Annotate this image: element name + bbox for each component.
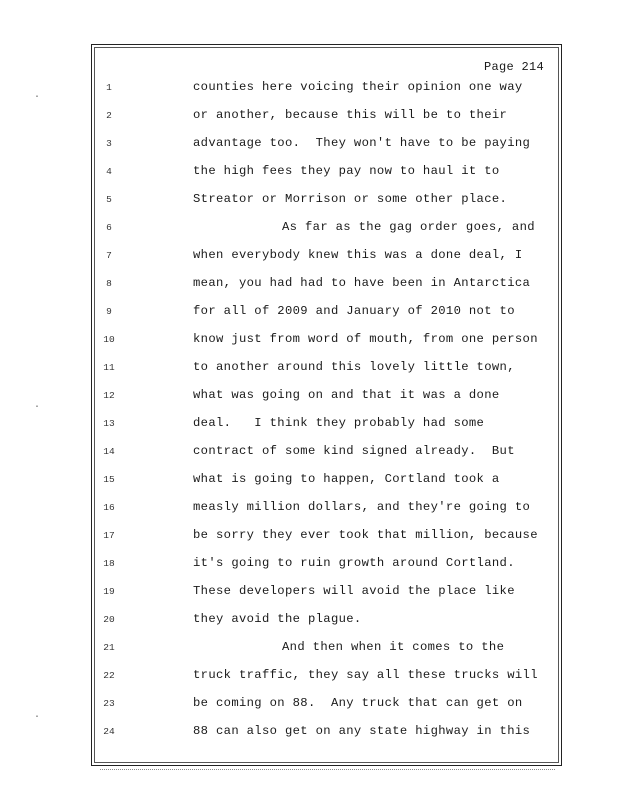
transcript-line <box>0 640 560 660</box>
line-number: 3 <box>106 138 112 149</box>
line-text: truck traffic, they say all these trucks will <box>193 668 538 682</box>
line-number: 6 <box>106 222 112 233</box>
transcript-line <box>0 472 560 492</box>
transcript-line <box>0 612 560 632</box>
scan-mark: · <box>34 402 41 413</box>
transcript-line <box>0 80 560 100</box>
transcript-line <box>0 136 560 156</box>
line-text: And then when it comes to the <box>282 640 505 654</box>
transcript-line <box>0 584 560 604</box>
transcript-line <box>0 304 560 324</box>
line-number: 21 <box>103 642 115 653</box>
line-number: 15 <box>103 474 115 485</box>
line-text: the high fees they pay now to haul it to <box>193 164 500 178</box>
transcript-line <box>0 248 560 268</box>
line-text: counties here voicing their opinion one way <box>193 80 523 94</box>
transcript-line <box>0 668 560 688</box>
transcript-line <box>0 108 560 128</box>
line-number: 24 <box>103 726 115 737</box>
line-text: what is going to happen, Cortland took a <box>193 472 500 486</box>
line-text: deal. I think they probably had some <box>193 416 485 430</box>
line-number: 2 <box>106 110 112 121</box>
transcript-line <box>0 416 560 436</box>
line-number: 13 <box>103 418 115 429</box>
scan-mark: · <box>34 92 41 103</box>
line-number: 19 <box>103 586 115 597</box>
line-number: 1 <box>106 82 112 93</box>
scan-artifact-line <box>100 769 555 772</box>
line-number: 5 <box>106 194 112 205</box>
line-text: These developers will avoid the place like <box>193 584 515 598</box>
transcript-line <box>0 360 560 380</box>
line-text: measly million dollars, and they're going to <box>193 500 531 514</box>
line-text: contract of some kind signed already. But <box>193 444 515 458</box>
line-text: be sorry they ever took that million, because <box>193 528 538 542</box>
page-number: Page 214 <box>484 60 545 74</box>
line-text: or another, because this will be to their <box>193 108 508 122</box>
transcript-line <box>0 556 560 576</box>
line-number: 9 <box>106 306 112 317</box>
transcript-line <box>0 528 560 548</box>
line-number: 17 <box>103 530 115 541</box>
transcript-line <box>0 500 560 520</box>
line-text: mean, you had had to have been in Antarctica <box>193 276 531 290</box>
line-number: 11 <box>103 362 115 373</box>
line-text: Streator or Morrison or some other place. <box>193 192 508 206</box>
transcript-line <box>0 220 560 240</box>
transcript-line <box>0 164 560 184</box>
line-text: be coming on 88. Any truck that can get on <box>193 696 523 710</box>
line-text: 88 can also get on any state highway in this <box>193 724 531 738</box>
line-number: 22 <box>103 670 115 681</box>
scan-mark: · <box>34 712 41 723</box>
transcript-line <box>0 696 560 716</box>
transcript-line <box>0 276 560 296</box>
transcript-line <box>0 444 560 464</box>
line-text: what was going on and that it was a done <box>193 388 500 402</box>
transcript-line <box>0 724 560 744</box>
line-number: 12 <box>103 390 115 401</box>
line-number: 23 <box>103 698 115 709</box>
transcript-line <box>0 192 560 212</box>
transcript-line <box>0 388 560 408</box>
line-number: 4 <box>106 166 112 177</box>
line-text: As far as the gag order goes, and <box>282 220 535 234</box>
line-text: know just from word of mouth, from one person <box>193 332 538 346</box>
transcript-line <box>0 332 560 352</box>
line-text: they avoid the plague. <box>193 612 362 626</box>
line-number: 18 <box>103 558 115 569</box>
line-number: 16 <box>103 502 115 513</box>
line-text: it's going to ruin growth around Cortland. <box>193 556 515 570</box>
line-number: 14 <box>103 446 115 457</box>
line-text: to another around this lovely little town, <box>193 360 515 374</box>
line-number: 20 <box>103 614 115 625</box>
line-number: 10 <box>103 334 115 345</box>
line-number: 7 <box>106 250 112 261</box>
line-number: 8 <box>106 278 112 289</box>
line-text: when everybody knew this was a done deal, I <box>193 248 523 262</box>
line-text: advantage too. They won't have to be paying <box>193 136 531 150</box>
line-text: for all of 2009 and January of 2010 not to <box>193 304 515 318</box>
